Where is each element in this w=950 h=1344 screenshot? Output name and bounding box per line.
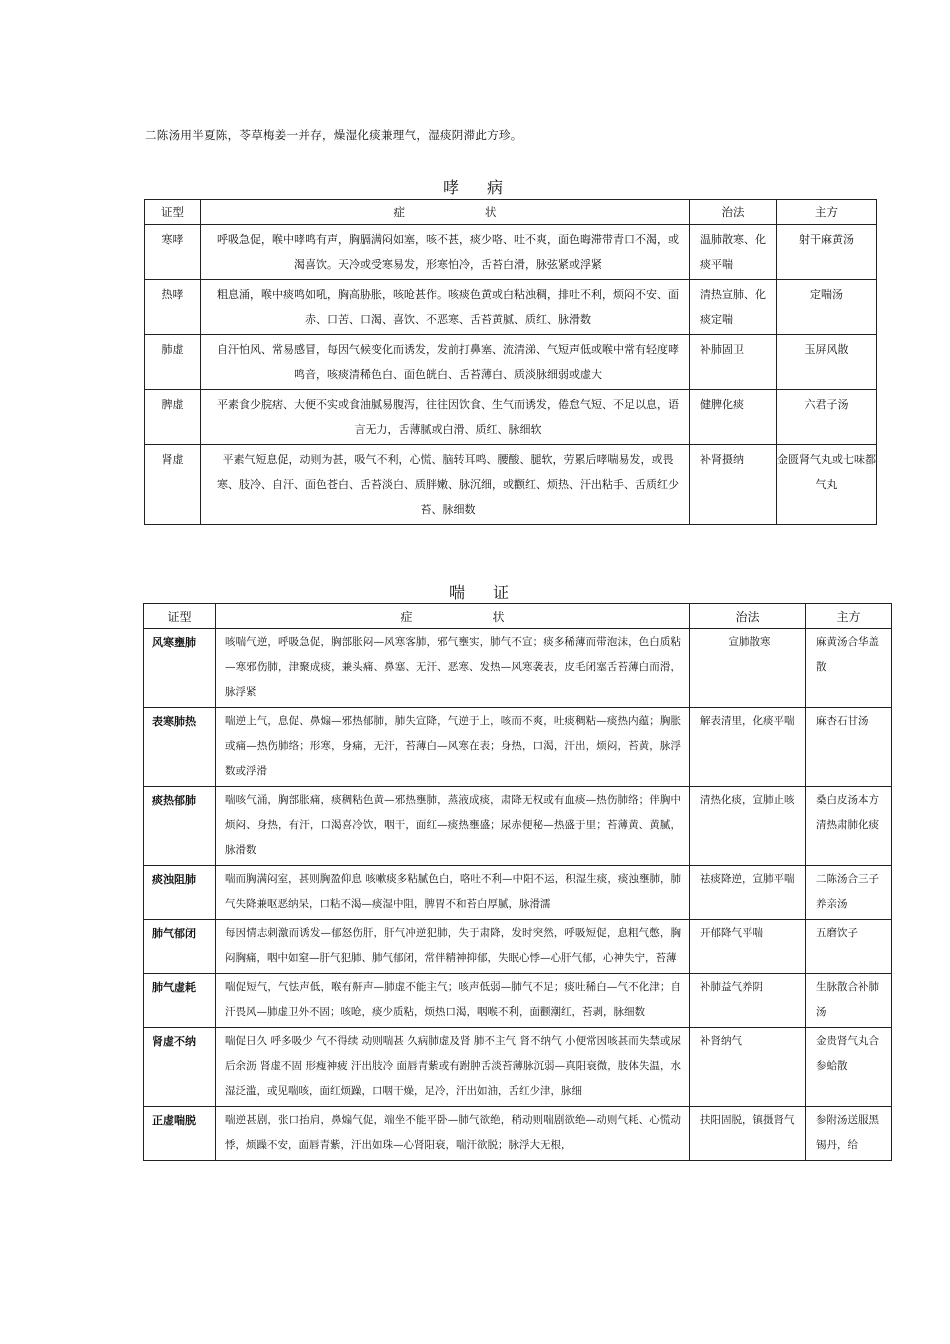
table-row — [145, 390, 877, 445]
cell-type: 肺虚 — [145, 335, 201, 390]
cell-method: 清热宣肺、化痰定喘 — [690, 280, 777, 335]
cell-formula: 麻黄汤合华盖散 — [806, 629, 892, 708]
cell-type: 肺气郁闭 — [144, 920, 216, 974]
cell-method: 开郁降气平喘 — [690, 920, 806, 974]
cell-method: 补肾摄纳 — [690, 445, 777, 525]
table-row — [144, 866, 892, 920]
table-row — [144, 708, 892, 787]
table-header-row — [145, 200, 877, 225]
table-header-row — [144, 604, 892, 629]
table-row — [145, 280, 877, 335]
cell-method: 补肺固卫 — [690, 335, 777, 390]
cell-symptoms: 喘逆上气，息促、鼻煽—邪热郁肺，肺失宣降，气逆于上，咳而不爽，吐痰稠粘—痰热内蕴；胸胀或痛—热伤肺络；形寒，身痛，无汗，苔薄白—风寒在表；身热，口渴，汗出，烦闷，苔黄，脉浮数或浮滑 — [216, 708, 690, 787]
cell-method: 清热化痰，宣肺止咳 — [690, 787, 806, 866]
cell-method: 宣肺散寒 — [690, 629, 806, 708]
cell-symptoms: 喘促短气，气怯声低，喉有鼾声—肺虚不能主气；咳声低弱—肺气不足；痰吐稀白—气不化津；自汗畏风—肺虚卫外不固；咳呛，痰少质粘，烦热口渴，咽喉不利，面颧潮红，苔剥，脉细数 — [216, 974, 690, 1028]
section-title-xiao: 哮 病 — [443, 178, 504, 197]
cell-formula: 二陈汤合三子养亲汤 — [806, 866, 892, 920]
header-zhifa: 治法 — [690, 604, 806, 629]
header-zhufang: 主方 — [777, 200, 877, 225]
header-zhengzhuang: 症 状 — [201, 200, 690, 225]
header-zhufang: 主方 — [806, 604, 892, 629]
header-zhengxing: 证型 — [145, 200, 201, 225]
cell-type: 肺气虚耗 — [144, 974, 216, 1028]
table-row — [144, 629, 892, 708]
cell-symptoms: 喘而胸满闷室，甚则胸盈仰息 咳嗽痰多粘腻色白，咯吐不利—中阳不运，积湿生痰，痰浊壅肺，肺气失降兼呕恶纳呆，口粘不渴—痰湿中阻，脾胃不和苔白厚腻，脉滑濡 — [216, 866, 690, 920]
cell-type: 热哮 — [145, 280, 201, 335]
cell-type: 肾虚 — [145, 445, 201, 525]
cell-symptoms: 喘逆甚剧，张口抬肩，鼻煽气促，端坐不能平卧—肺气欲绝，稍动则喘剧欲绝—动则气耗、心慌动悸，烦躁不安，面唇青紫，汗出如珠—心肾阳衰，喘汗欲脱；脉浮大无根， — [216, 1107, 690, 1161]
chuan-table — [143, 603, 892, 1161]
cell-method: 扶阳固脱，镇摄肾气 — [690, 1107, 806, 1161]
cell-formula: 金贵肾气丸合参蛤散 — [806, 1028, 892, 1107]
cell-method: 补肾纳气 — [690, 1028, 806, 1107]
cell-type: 正虚喘脱 — [144, 1107, 216, 1161]
table-row — [145, 335, 877, 390]
cell-method: 解表清里，化痰平喘 — [690, 708, 806, 787]
table-row — [145, 445, 877, 525]
cell-symptoms: 平素气短息促，动则为甚，吸气不利，心慌、脑转耳鸣、腰酸、腿软，劳累后哮喘易发，或畏寒、肢冷、自汗、面色苍白、舌苔淡白、质胖嫩、脉沉细，或颧红、烦热、汗出粘手、舌质红少苔、脉细数 — [201, 445, 690, 525]
cell-formula: 射干麻黄汤 — [777, 225, 877, 280]
cell-symptoms: 平素食少脘痞、大便不实或食油腻易腹泻，往往因饮食、生气而诱发，倦怠气短、不足以息，语言无力，舌薄腻或白滑、质红、脉细软 — [201, 390, 690, 445]
cell-method: 健脾化痰 — [690, 390, 777, 445]
cell-symptoms: 呼吸急促，喉中哮鸣有声，胸膈满闷如塞，咳不甚，痰少咯、吐不爽，面色晦滞带青口不渴，或渴喜饮。天冷或受寒易发，形寒怕冷，舌苔白滑，脉弦紧或浮紧 — [201, 225, 690, 280]
table-row — [144, 787, 892, 866]
cell-method: 温肺散寒、化痰平喘 — [690, 225, 777, 280]
cell-formula: 生脉散合补肺汤 — [806, 974, 892, 1028]
cell-type: 痰热郁肺 — [144, 787, 216, 866]
cell-formula: 桑白皮汤本方清热肃肺化痰 — [806, 787, 892, 866]
table-row — [144, 1028, 892, 1107]
cell-formula: 金匮肾气丸或七味都气丸 — [777, 445, 877, 525]
cell-type: 寒哮 — [145, 225, 201, 280]
cell-type: 表寒肺热 — [144, 708, 216, 787]
table-row — [144, 1107, 892, 1161]
table-row — [144, 974, 892, 1028]
intro-verse: 二陈汤用半夏陈，苓草梅姜一并存，燥湿化痰兼理气，湿痰阴滞此方珍。 — [145, 128, 523, 142]
cell-type: 脾虚 — [145, 390, 201, 445]
cell-symptoms: 喘咳气涌，胸部胀痛，痰稠粘色黄—邪热壅肺，蒸液成痰，肃降无权或有血痰—热伤肺络；伴胸中烦闷、身热，有汗，口渴喜冷饮，咽干，面红—痰热壅盛；尿赤便秘—热盛于里；苔薄黄、黄腻，脉滑数 — [216, 787, 690, 866]
header-zhengzhuang: 症 状 — [216, 604, 690, 629]
cell-type: 风寒壅肺 — [144, 629, 216, 708]
cell-symptoms: 每因情志刺激而诱发—郁怒伤肝，肝气冲逆犯肺，失于肃降，发时突然，呼吸短促，息粗气憋，胸闷胸痛，咽中如窒—肝气犯肺、肺气郁闭，常伴精神抑郁，失眠心悸—心肝气郁，心神失宁，苔薄 — [216, 920, 690, 974]
cell-formula: 定喘汤 — [777, 280, 877, 335]
cell-formula: 玉屏风散 — [777, 335, 877, 390]
section-title-chuan: 喘 证 — [449, 583, 510, 602]
cell-type: 痰浊阻肺 — [144, 866, 216, 920]
cell-method: 祛痰降逆，宣肺平喘 — [690, 866, 806, 920]
cell-formula: 参附汤送服黑锡丹，给 — [806, 1107, 892, 1161]
table-row — [144, 920, 892, 974]
xiao-table — [144, 199, 877, 525]
cell-formula: 麻杏石甘汤 — [806, 708, 892, 787]
cell-symptoms: 粗息涌，喉中痰鸣如吼，胸高胁胀，咳呛甚作。咳痰色黄或白粘浊稠，排吐不利，烦闷不安、面赤、口苦、口渴、喜饮、不恶寒、舌苔黄腻、质红、脉滑数 — [201, 280, 690, 335]
header-zhifa: 治法 — [690, 200, 777, 225]
header-zhengxing: 证型 — [144, 604, 216, 629]
cell-symptoms: 喘促日久 呼多吸少 气不得续 动则喘甚 久病肺虚及肾 肺不主气 肾不纳气 小便常因咳甚而失禁或尿后余沥 肾虚不固 形瘦神疲 汗出肢冷 面唇青紫或有跗肿舌淡苔薄脉沉弱—真阳衰微，肢体失温，水湿泛滥，或见喘咳，面红烦躁，口咽干燥，足冷，汗出如油，舌红少津，脉细 — [216, 1028, 690, 1107]
cell-formula: 六君子汤 — [777, 390, 877, 445]
cell-formula: 五磨饮子 — [806, 920, 892, 974]
cell-type: 肾虚不纳 — [144, 1028, 216, 1107]
cell-method: 补肺益气养阴 — [690, 974, 806, 1028]
cell-symptoms: 自汗怕风、常易感冒，每因气候变化而诱发，发前打鼻塞、流清涕、气短声低或喉中常有轻度哮鸣音，咳痰清稀色白、面色㿠白、舌苔薄白、质淡脉细弱或虚大 — [201, 335, 690, 390]
cell-symptoms: 咳喘气逆，呼吸急促，胸部胀闷—风寒客肺，邪气壅实，肺气不宣；痰多稀薄而带泡沫，色白质粘—寒邪伤肺，津聚成痰，兼头痛、鼻塞、无汗、恶寒、发热—风寒袭表，皮毛闭塞舌苔薄白而滑，脉浮紧 — [216, 629, 690, 708]
table-row — [145, 225, 877, 280]
